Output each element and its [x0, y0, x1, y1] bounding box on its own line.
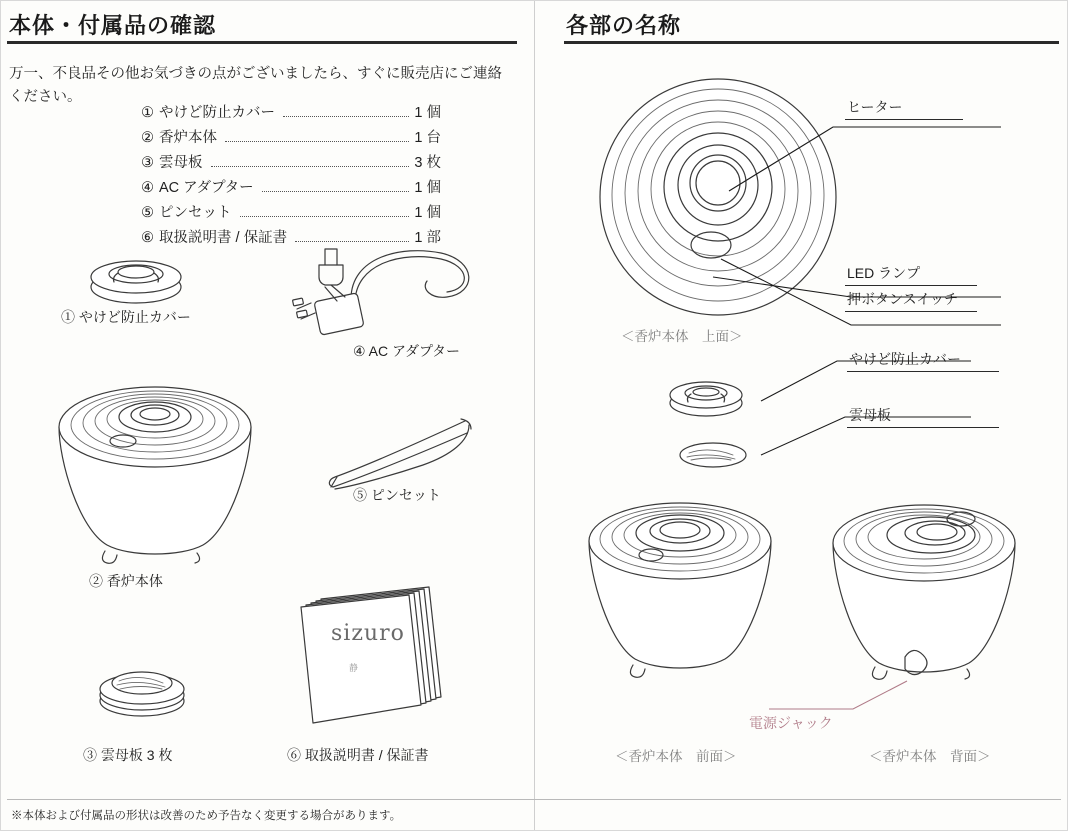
- front-view-caption: ＜香炉本体 前面＞: [615, 749, 737, 764]
- list-item-qty: 1 個: [414, 179, 441, 196]
- callout-mica-rule: [847, 427, 999, 428]
- list-item-qty: 3 枚: [414, 154, 441, 171]
- callout-led-rule: [845, 285, 977, 286]
- column-divider: [534, 1, 535, 831]
- callout-led: LED ランプ: [847, 265, 921, 281]
- callout-heater: ヒーター: [847, 99, 903, 115]
- back-view-caption: ＜香炉本体 背面＞: [869, 749, 991, 764]
- mica-illustration: [87, 655, 197, 725]
- left-intro-text: 万一、不良品その他お気づきの点がございましたら、すぐに販売店にご連絡ください。: [9, 66, 502, 106]
- ac-adapter-illustration: [281, 237, 491, 347]
- list-item-label: 香炉本体: [159, 129, 217, 146]
- list-item-qty: 1 台: [414, 129, 441, 146]
- mica-caption: ③ 雲母板 3 枚: [83, 747, 173, 763]
- list-item-qty: 1 個: [414, 105, 441, 121]
- cover-illustration: [81, 249, 191, 309]
- callout-mica: 雲母板: [849, 407, 891, 423]
- ac-adapter-caption: ④ AC アダプター: [353, 343, 461, 359]
- callout-cover: やけど防止カバー: [849, 351, 961, 367]
- tweezers-illustration: [319, 415, 479, 495]
- list-item: [141, 101, 441, 126]
- right-section-title: 各部の名称: [566, 13, 682, 38]
- footer-rule: [7, 799, 1061, 800]
- list-item-label: 雲母板: [159, 154, 203, 171]
- list-item-dots: [240, 216, 410, 217]
- list-item-dots: [262, 191, 410, 192]
- right-title-rule: [564, 41, 1059, 44]
- callout-cover-rule: [847, 371, 999, 372]
- callout-heater-rule: [845, 119, 963, 120]
- list-item-dots: [225, 141, 409, 142]
- tweezers-caption: ⑤ ピンセット: [353, 487, 441, 503]
- list-item-number: ⑤: [141, 204, 154, 221]
- list-item-label: 取扱説明書 / 保証書: [159, 229, 288, 246]
- top-view-caption: ＜香炉本体 上面＞: [621, 329, 743, 344]
- left-title-rule: [7, 41, 517, 44]
- list-item: [141, 176, 441, 201]
- list-item-label: ピンセット: [159, 204, 232, 221]
- manual-logo-sub: 静: [349, 663, 360, 673]
- main-body-illustration: [45, 369, 265, 569]
- callout-button-rule: [845, 311, 977, 312]
- cover-caption: ① やけど防止カバー: [61, 309, 191, 325]
- list-item-qty: 1 部: [414, 229, 441, 246]
- callout-power-jack: 電源ジャック: [749, 715, 833, 731]
- list-item-dots: [211, 166, 410, 167]
- manual-caption: ⑥ 取扱説明書 / 保証書: [287, 747, 429, 763]
- list-item-number: ⑥: [141, 229, 154, 246]
- list-item: [141, 151, 441, 176]
- cover-small-illustration: [661, 375, 751, 421]
- list-item-number: ①: [141, 105, 154, 121]
- main-body-caption: ② 香炉本体: [89, 573, 163, 589]
- parts-list: [141, 101, 441, 251]
- front-view-illustration: [577, 487, 781, 701]
- left-section-title: 本体・付属品の確認: [9, 13, 217, 38]
- list-item: [141, 201, 441, 226]
- list-item-number: ④: [141, 179, 154, 196]
- page-footnote: ※本体および付属品の形状は改善のため予告なく変更する場合があります。: [11, 810, 402, 822]
- callout-button: 押ボタンスイッチ: [847, 291, 959, 307]
- manual-logo-text: sizuro: [331, 621, 405, 646]
- list-item-label: AC アダプター: [159, 179, 254, 196]
- list-item: [141, 126, 441, 151]
- list-item-number: ③: [141, 154, 154, 171]
- list-item-label: やけど防止カバー: [159, 105, 275, 121]
- list-item-qty: 1 個: [414, 204, 441, 221]
- manual-illustration: [289, 579, 469, 729]
- list-item-dots: [283, 116, 409, 117]
- list-item-number: ②: [141, 129, 154, 146]
